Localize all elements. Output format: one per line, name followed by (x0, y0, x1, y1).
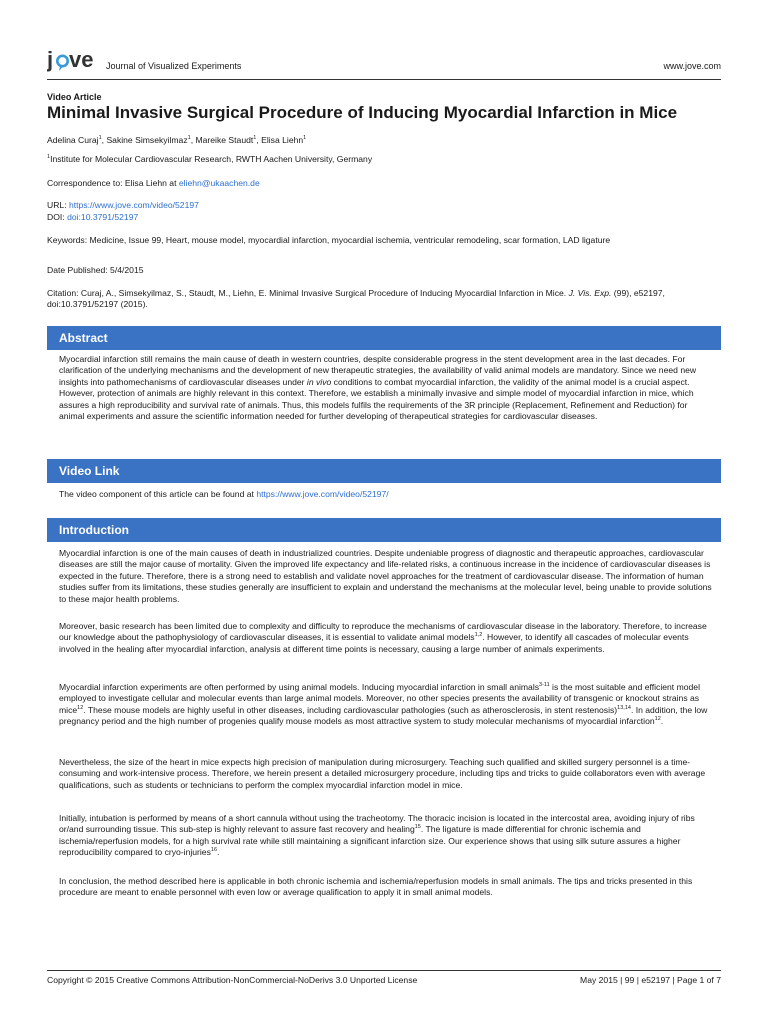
intro-text: Initially, intubation is performed by means of a short cannula without using the tracheotomy. The thoracic incision is located in the intercostal area, avoiding injury of ribs or/and surrounding tissue. This sub-step is highly relevant to assure fast recovery and healing (59, 813, 695, 835)
journal-name: Journal of Visualized Experiments (106, 61, 242, 71)
intro-text: . In addition, the low pregnancy period and the high number of progenies qualify mouse models as most attractive system to study molecular mechanisms of myocardial infarction (59, 704, 708, 727)
correspondence-label: Correspondence to: Elisa Liehn at (47, 178, 177, 188)
video-link-label: The video component of this article can be found at (59, 489, 254, 499)
abstract-text (59, 354, 714, 422)
intro-text: . (217, 847, 220, 858)
article-type: Video Article (47, 92, 102, 102)
citation-text: Citation: Curaj, A., Simsekyilmaz, S., Staudt, M., Liehn, E. Minimal Invasive Surgical Procedure of Inducing Myocardial Infarction in Mice. (47, 288, 567, 298)
intro-paragraph-text: In conclusion, the method described here is applicable in both chronic ischemia and ischemia/reperfusion models in small animals. The tips and tricks presented in this procedure are meant to enable personnel with even low or average qualification to apply it in small animal models. (59, 876, 693, 898)
email-link[interactable]: eliehn@ukaachen.de (178, 178, 260, 188)
author-list: Adelina Curaj$^1$, Sakine Simsekyilmaz$^1$, Mareike Staudt$^1$, Elisa Liehn$^1$ (47, 135, 307, 145)
intro-paragraph (59, 621, 714, 655)
citation-details: (99), e52197, doi:10.3791/52197 (2015). (47, 288, 665, 310)
affiliation (47, 154, 721, 165)
intro-text: . (660, 716, 664, 727)
affiliation-text: Institute for Molecular Cardiovascular Research, RWTH Aachen University, Germany (50, 154, 373, 164)
jove-logo-icon (47, 50, 101, 74)
date-published: Date Published: 5/4/2015 (47, 265, 144, 275)
intro-text: Moreover, basic research has been limited due to complexity and difficulty to reproduce the mechanisms of cardiovascular disease in the laboratory. Therefore, to increase our knowledge about the pathophysiology of cardiovascular diseases, it is essential to validate animal models (59, 621, 707, 643)
affiliation-mark: 1 (47, 154, 51, 161)
abstract-part: conditions to combat myocardial infarction, the validity of the animal model is a crucial aspect. However, protection of animals are highly relevant in this context. Therefore, we establish a minimally invasive and simple model of myocardial infarction in mice, which assures a high reproducibility and survival rate of animals. Thus, this models fulfils the requirements of the 3R principle (Replacement, Refinement and Reduction) for animal experiments and assure the scientific information needed for further developing of therapeutical strategies for cardiovascular diseases. (59, 376, 694, 422)
header-divider (47, 79, 721, 80)
intro-text: . The ligature is made differential for chronic ischemia and ischemia/reperfusion models, for a high survival rate while still maintaining a significant infarction size. Our experience shows that using silk suture assures a higher reproducibility compared to cryo-injuries (59, 824, 681, 858)
doi-line (47, 212, 721, 223)
doi-label: DOI: (47, 212, 65, 222)
citation-ref: 16 (210, 847, 218, 854)
url-label: URL: (47, 200, 67, 210)
citation-journal: J. Vis. Exp. (568, 288, 612, 298)
section-header-video-link: Video Link (47, 459, 721, 483)
intro-paragraph (59, 682, 714, 728)
section-header-introduction: Introduction (47, 518, 721, 542)
footer-divider (47, 970, 721, 971)
page-header (47, 50, 721, 80)
section-header-abstract: Abstract (47, 326, 721, 350)
citation-ref: 3-11 (539, 682, 550, 689)
intro-paragraph-text: Nevertheless, the size of the heart in mice expects high precision of manipulation during microsurgery. Teaching such qualified and skilled surgery personnel is a time-consuming and work-intensive process. Therefore, we herein present a detailed microsurgery procedure, including tips and tricks to guide collaborators even with average qualifications, such as students or technicians to perform the complex myocardial infarction model in mice. (59, 757, 706, 790)
svg-text:ve: ve (69, 50, 94, 72)
intro-paragraph (59, 548, 714, 605)
intro-text: Myocardial infarction experiments are often performed by using animal models. Inducing myocardial infarction in small animals (59, 682, 540, 692)
intro-paragraph (59, 813, 714, 859)
abstract-part: Myocardial infarction still remains the main cause of death in western countries, despite considerable progress in the stent development area in the last decades. For clarification of the underlying mechanisms and the development of new therapeutic strategies, the availability of valid animal models are mandatory. Since we need new insights into pathomechanisms of cardiovascular diseases under (59, 354, 697, 387)
doi-link[interactable]: doi:10.3791/52197 (67, 212, 139, 222)
svg-text:j: j (47, 50, 54, 72)
footer-copyright: Copyright © 2015 Creative Commons Attribution-NonCommercial-NoDerivs 3.0 Unported License (47, 975, 418, 985)
citation-ref: 15 (414, 824, 421, 831)
keywords: Keywords: Medicine, Issue 99, Heart, mouse model, myocardial infarction, myocardial ischemia, ventricular remodeling, scar formation, LAD ligature (47, 235, 611, 245)
author-affiliation-mark: 1 (253, 135, 257, 142)
correspondence (47, 178, 721, 189)
citation-ref: 12 (654, 716, 661, 723)
intro-text: . However, to identify all cascades of molecular events involved in the healing after myocardial infarction, analysis at different time points is necessary, causing a large number of animals experiments. (59, 632, 689, 654)
article-url-link[interactable]: https://www.jove.com/video/52197 (68, 200, 199, 210)
author: Sakine Simsekyilmaz (106, 135, 188, 145)
jove-logo[interactable] (47, 50, 101, 74)
author-affiliation-mark: 1 (98, 135, 102, 142)
citation-ref: 12 (77, 704, 84, 711)
intro-paragraph-text: Myocardial infarction is one of the main causes of death in industrialized countries. Despite undeniable progress of diagnostic and therapeutic approaches, cardiovascular diseases are still the major cause of mortality. Given the improved life expectancy and life-related risks, a continuous increase in the incidence of cardiovascular diseases is expected in the future. Therefore, there is a strong need to establish and validate novel approaches for the treatment of cardiovascular disease. The information of human studies suffer from its limitations, these studies generally are insufficient to explain and understand the mechanisms at the molecular level, being unable to provide solutions to these major health problems. (59, 548, 712, 604)
video-url-link[interactable]: https://www.jove.com/video/52197/ (256, 489, 389, 499)
intro-paragraph (59, 757, 714, 791)
url-line (47, 200, 721, 211)
citation-ref: 13,14 (617, 704, 631, 711)
author-affiliation-mark: 1 (187, 135, 191, 142)
citation-ref: 1,2 (474, 632, 483, 639)
site-link[interactable]: www.jove.com (663, 61, 721, 71)
author-affiliation-mark: 1 (303, 135, 307, 142)
footer-page-info: May 2015 | 99 | e52197 | Page 1 of 7 (580, 975, 721, 985)
intro-text: . These mouse models are highly useful in other diseases, including cardiovascular pathologies (such as atherosclerosis, in stent restenosis) (83, 704, 618, 715)
article-title: Minimal Invasive Surgical Procedure of Inducing Myocardial Infarction in Mice (47, 103, 678, 122)
author: Elisa Liehn (261, 135, 304, 145)
intro-paragraph (59, 876, 714, 899)
author: Adelina Curaj (47, 135, 99, 145)
author: Mareike Staudt (195, 135, 254, 145)
intro-text: is the most suitable and efficient model employed to investigate cellular and molecular events than large animal models. Moreover, no other species presents the availability of transgenic or knockout strains as mice (59, 682, 700, 715)
abstract-italic: in vivo (306, 376, 332, 387)
video-link-text (59, 489, 714, 500)
citation (47, 288, 721, 310)
